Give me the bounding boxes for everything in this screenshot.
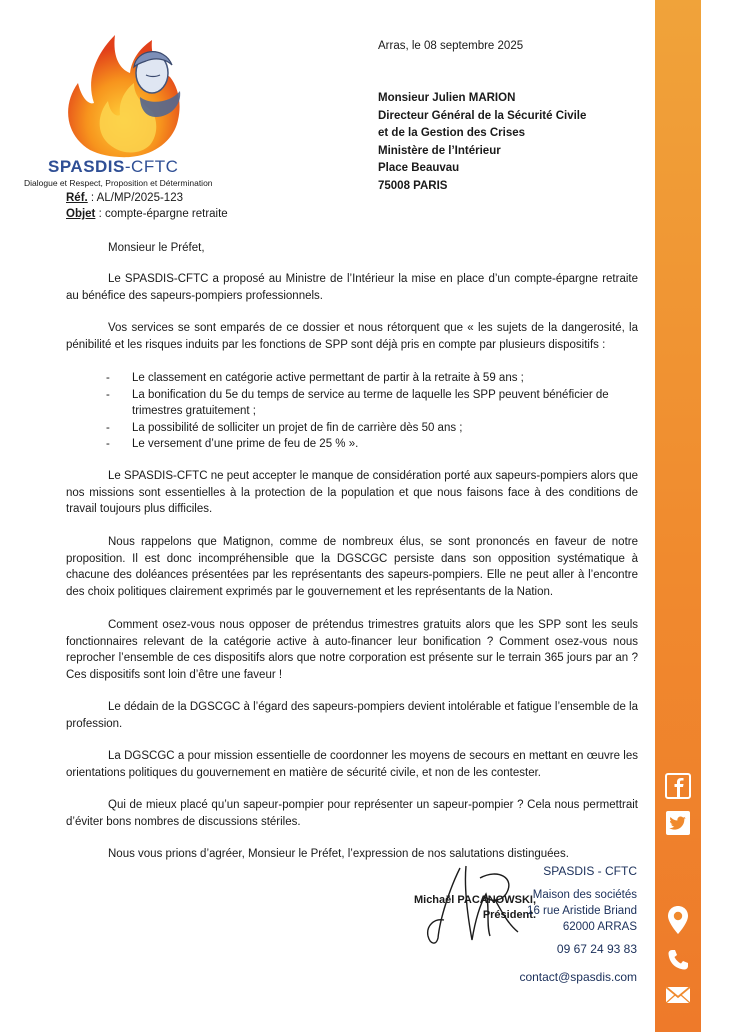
paragraph: Comment osez-vous nous opposer de prétendus trimestres gratuits alors que les SPP sont les seuls fonctionnaires relevant de la catégorie active à auto-financer leur bonification ? Comment osez-vous nous reprocher l’ensemble de ces dispositifs alors que notre corporation est présente sur le terrain 365 jours par an ? Ces dispositifs sont loin d’être une faveur ! [66,619,638,681]
object-value: : compte-épargne retraite [95,208,228,220]
phone-icon[interactable] [663,945,693,975]
bullet-item: - La bonification du 5e du temps de service au terme de laquelle les SPP peuvent bénéficier de trimestres gratuitement ; [106,388,609,417]
contact-address-line: 62000 ARRAS [562,921,637,933]
bullet-item: - Le classement en catégorie active permettant de partir à la retraite à 59 ans ; [106,372,524,384]
dateline: Arras, le 08 septembre 2025 [378,40,524,52]
bullet-list [106,370,638,453]
spasdis-logo [60,25,200,160]
recipient-line: et de la Gestion des Crises [378,127,526,139]
mail-icon[interactable] [663,980,693,1010]
paragraph: La DGSCGC a pour mission essentielle de coordonner les moyens de secours en mettant en œuvre les orientations politiques du gouvernement en matière de sécurité civile, et non de les contester. [66,750,638,779]
reference-block [66,190,228,222]
brand-name: SPASDIS-CFTC [48,157,179,176]
ref-label: Réf. [66,192,88,204]
contact-email[interactable]: contact@spasdis.com [519,970,637,984]
contact-org: SPASDIS - CFTC [543,864,637,878]
closing-paragraph: Nous vous prions d’agréer, Monsieur le Préfet, l’expression de nos salutations distinguées. [108,848,569,860]
recipient-line: Ministère de l’Intérieur [378,144,501,157]
paragraph: Vos services se sont emparés de ce dossier et nous rétorquent que « les sujets de la dangerosité, la pénibilité et les risques induits par les fonctions de SPP sont déjà pris en compte par plusieurs dispositifs : [66,322,638,351]
recipient-line: 75008 PARIS [378,179,448,192]
bullet-item: - La possibilité de solliciter un projet de fin de carrière dès 50 ans ; [106,421,463,434]
paragraph: Nous rappelons que Matignon, comme de nombreux élus, se sont prononcés en faveur de notre proposition. Il est donc incompréhensible que la DGSCGC persiste dans son opposition systématique à chacune des doléances présentées par les représentants des sapeurs-pompiers. Elle ne peut aller à l’encontre des choix politiques clairement exprimés par le gouvernement et les représentants de la Nation. [66,536,638,598]
paragraph: Le dédain de la DGSCGC à l’égard des sapeurs-pompiers devient intolérable et fatigue l’ensemble de la profession. [66,701,638,730]
location-pin-icon[interactable] [663,905,693,935]
signatory-name: Michaël PACANOWSKI, [413,894,536,906]
object-label: Objet [66,208,96,220]
facebook-icon[interactable] [663,771,693,801]
reference-line [66,190,228,206]
recipient-address [378,90,586,195]
side-band [655,0,701,1032]
twitter-icon[interactable] [663,808,693,838]
contact-address-line: 16 rue Aristide Briand [527,905,637,917]
paragraph: Le SPASDIS-CFTC ne peut accepter le manque de considération porté aux sapeurs-pompiers alors que nos missions sont essentielles à la protection de la population et que nous faisons face à des conditions de travail toujours plus difficiles. [66,470,638,515]
contact-address-line: Maison des sociétés [532,889,637,901]
brand-tagline: Dialogue et Respect, Proposition et Détermination [24,178,213,188]
object-line [66,206,228,222]
contact-phone: 09 67 24 93 83 [556,942,637,956]
recipient-line: Place Beauvau [378,162,460,174]
recipient-line: Monsieur Julien MARION [378,92,516,104]
salutation: Monsieur le Préfet, [108,242,205,254]
signatory-title: Président. [482,909,536,921]
paragraph: Qui de mieux placé qu’un sapeur-pompier pour représenter un sapeur-pompier ? Cela nous permettrait d’éviter bons nombres de discussions stériles. [66,799,638,828]
contact-block [477,863,637,935]
bullet-item: - Le versement d’une prime de feu de 25 % ». [106,438,359,450]
recipient-line: Directeur Général de la Sécurité Civile [378,109,587,122]
ref-value: : AL/MP/2025-123 [87,192,183,204]
paragraph: Le SPASDIS-CFTC a proposé au Ministre de l’Intérieur la mise en place d’un compte-épargne retraite au bénéfice des sapeurs-pompiers professionnels. [66,273,638,302]
